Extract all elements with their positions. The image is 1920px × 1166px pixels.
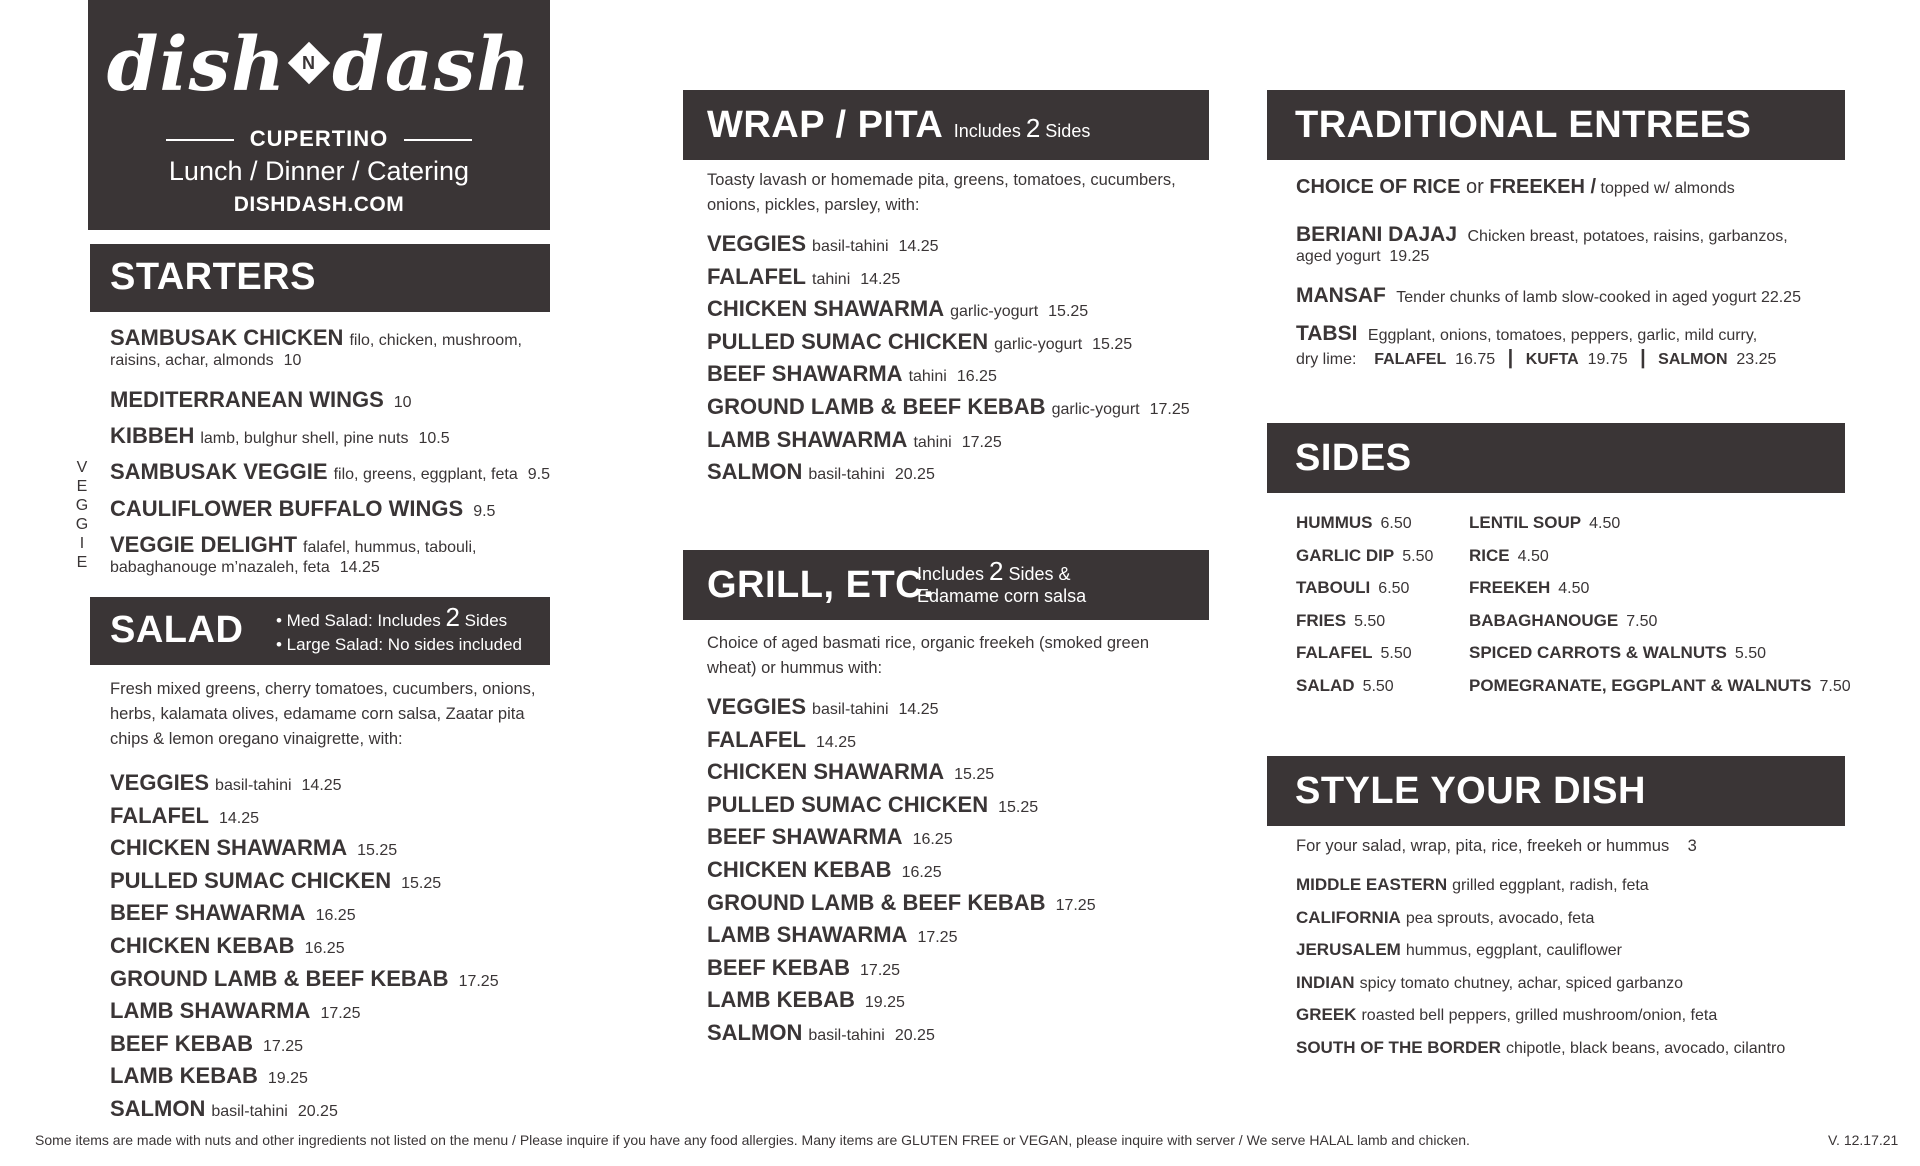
veggie-vertical-label [72,458,92,572]
salad-item-name: GROUND LAMB & BEEF KEBAB [110,965,449,991]
style-item-desc: chipotle, black beans, avocado, cilantro [1505,1039,1786,1057]
grill-item-name: VEGGIES [707,694,807,719]
salad-item [110,1063,308,1089]
side-item-price: 4.50 [1558,580,1590,597]
grill-item-desc: basil-tahini [812,701,889,718]
grill-description: Choice of aged basmati rice, organic freekeh (smoked green wheat) or hummus with: [707,634,1150,677]
salad-item [110,1031,303,1057]
salad-item-price: 19.25 [267,1070,308,1088]
salad-item-name: CHICKEN KEBAB [110,933,295,958]
style-item-name: JERUSALEM [1296,940,1401,959]
tagline: Lunch / Dinner / Catering [168,156,470,186]
wrap-item-desc: tahini [913,433,952,451]
traditional-choice-line: CHOICE OF RICE or FREEKEH / topped w/ almonds [1296,176,1735,198]
grill-item [707,955,900,981]
starter-item-name: MEDITERRANEAN WINGS [110,387,384,412]
side-item [1469,546,1549,566]
starter-item-desc: filo, greens, eggplant, feta [333,466,518,483]
style-item-name: CALIFORNIA [1296,907,1401,927]
salad-size-notes: • Med Salad: Includes 2 Sides • Large Salad: No sides included [276,602,522,654]
grill-item [707,890,1096,916]
sides-header [1267,423,1845,493]
grill-item-price: 15.25 [954,766,995,784]
salad-item-price: 15.25 [401,874,442,892]
wrap-item-desc: tahini [812,270,851,288]
side-item [1469,578,1589,598]
starter-item [110,423,450,449]
side-item-name: TABOULI [1296,578,1371,597]
side-item-name: LENTIL SOUP [1469,513,1582,532]
wrap-item-desc: garlic-yogurt [994,335,1083,353]
salad-item-name: BEEF KEBAB [110,1030,254,1056]
grill-title: GRILL, ETC. [707,564,935,606]
salad-item-name: VEGGIES [110,770,210,795]
style-item [1296,1005,1717,1025]
grill-item-name: BEEF SHAWARMA [707,824,903,850]
style-item-name: SOUTH OF THE BORDER [1296,1037,1501,1057]
starter-item [110,459,550,485]
starter-item-desc-line2 [110,559,476,577]
grill-item-price: 17.25 [860,961,901,979]
veggie-letter: G [75,497,89,514]
grill-item [707,694,939,720]
starter-item [110,496,495,522]
side-item-name: SALAD [1296,675,1355,695]
side-item [1469,611,1657,631]
style-item-desc: grilled eggplant, radish, feta [1452,877,1649,894]
salad-item-price: 15.25 [357,842,398,860]
salad-item [110,803,259,829]
grill-item-price: 16.25 [912,831,953,849]
wrap-item-price: 20.25 [894,466,935,484]
side-item-price: 6.50 [1380,515,1412,532]
starter-item-price: 14.25 [339,559,380,576]
grill-item [707,987,905,1013]
starter-item-desc: falafel, hummus, tabouli, [303,539,477,556]
wrap-title: WRAP / PITA [707,104,944,146]
side-item-name: BABAGHANOUGE [1469,610,1619,630]
side-item [1469,513,1620,533]
wrap-item-price: 17.25 [1149,401,1190,418]
veggie-letter: V [76,459,88,476]
starter-item-name: VEGGIE DELIGHT [110,532,298,557]
style-item-desc: pea sprouts, avocado, feta [1405,909,1595,927]
grill-item-name: FALAFEL [707,726,806,752]
style-item [1296,908,1594,928]
location-city: CUPERTINO [88,126,550,152]
salad-item [110,868,441,894]
salad-item [110,1096,338,1122]
wrap-item-price: 17.25 [961,433,1002,451]
salad-title: SALAD [110,609,244,651]
grill-item-price: 20.25 [894,1027,935,1044]
wrap-item-name: GROUND LAMB & BEEF KEBAB [707,394,1046,419]
starter-item-price: 9.5 [527,466,550,483]
salad-item-price: 17.25 [263,1037,304,1055]
starter-item-desc2: babaghanouge m’nazaleh, feta [110,559,330,576]
grill-item [707,727,856,753]
wrap-item-desc: garlic-yogurt [950,303,1039,321]
side-item-name: FALAFEL [1296,643,1373,662]
wrap-item-price: 15.25 [1092,335,1133,353]
wrap-item [707,361,997,387]
starter-item [110,532,476,577]
salad-item-name: PULLED SUMAC CHICKEN [110,867,392,893]
salad-item-name: LAMB KEBAB [110,1063,258,1089]
starter-item-desc: filo, chicken, mushroom, [349,332,522,349]
wrap-item [707,427,1002,453]
starter-item-name: KIBBEH [110,423,195,448]
grill-item-desc: basil-tahini [808,1027,885,1044]
salad-item-name: CHICKEN SHAWARMA [110,835,348,861]
wrap-item [707,459,935,485]
side-item-name: POMEGRANATE, EGGPLANT & WALNUTS [1469,675,1812,695]
grill-header [683,550,1209,620]
side-item-name: RICE [1469,545,1510,565]
brand-word-dash: dash [332,22,532,108]
grill-item-name: LAMB KEBAB [707,987,855,1013]
side-item-price: 5.50 [1362,677,1394,695]
style-item-name: INDIAN [1296,972,1355,992]
salad-item-price: 14.25 [301,777,342,794]
wrap-item-desc: tahini [908,368,947,386]
side-item-name: SPICED CARROTS & WALNUTS [1469,643,1727,662]
salad-item [110,770,342,796]
grill-item-price: 14.25 [816,733,857,751]
allergy-notice: Some items are made with nuts and other ingredients not listed on the menu / Please inquire if you have any food allergies. Many items are GLUTEN FREE or VEGAN, please inquire with server / We serve HALAL lamb and chicken. [35,1132,1470,1148]
side-item-price: 6.50 [1378,580,1410,597]
grill-item [707,1020,935,1046]
traditional-title: TRADITIONAL ENTREES [1295,104,1752,146]
grill-item-price: 19.25 [864,994,905,1012]
veggie-letter: E [76,554,88,571]
starter-item-name: SAMBUSAK VEGGIE [110,459,328,484]
side-item [1296,643,1412,663]
wrap-item-desc: basil-tahini [808,466,885,484]
wrap-item-name: FALAFEL [707,263,806,289]
side-item [1469,643,1766,663]
starter-item-price: 10.5 [418,430,450,447]
side-item [1469,676,1851,696]
wrap-item [707,296,1088,322]
style-item-name: MIDDLE EASTERN [1296,875,1448,894]
salad-item-name: SALMON [110,1096,206,1121]
grill-item-price: 17.25 [917,929,958,947]
side-item [1296,611,1385,631]
wrap-item-name: PULLED SUMAC CHICKEN [707,328,989,354]
wrap-description: Toasty lavash or homemade pita, greens, tomatoes, cucumbers, onions, pickles, parsley, with: [707,171,1176,214]
style-intro: For your salad, wrap, pita, rice, freekeh or hummus 3 [1296,837,1697,855]
side-item [1296,513,1412,533]
grill-item-price: 15.25 [998,798,1039,816]
side-item-name: GARLIC DIP [1296,545,1395,565]
starter-item-price: 9.5 [473,503,496,520]
grill-item [707,759,994,785]
salad-item-price: 16.25 [304,940,345,957]
brand-word-dish: dish [106,22,287,108]
salad-item-name: BEEF SHAWARMA [110,900,306,926]
menu-version: V. 12.17.21 [1828,1132,1899,1148]
starter-item-desc: lamb, bulghur shell, pine nuts [200,430,409,447]
style-item [1296,973,1683,993]
sides-title: SIDES [1295,437,1412,479]
side-item-name: FREEKEH [1469,578,1551,597]
wrap-item-price: 14.25 [860,270,901,288]
grill-item [707,792,1038,818]
salad-item [110,966,499,992]
style-item [1296,940,1622,960]
wrap-item-price: 15.25 [1048,303,1089,321]
wrap-item-name: LAMB SHAWARMA [707,426,908,452]
salad-description: Fresh mixed greens, cherry tomatoes, cucumbers, onions, herbs, kalamata olives, edamame corn salsa, Zaatar pita chips & lemon oregano vinaigrette, with: [110,680,536,748]
entree-tabsi: TABSI Eggplant, onions, tomatoes, peppers, garlic, mild curry, dry lime: FALAFEL 16.75 | KUFTA 19.75 | SALMON 23.25 [1296,322,1777,369]
salad-item [110,933,345,959]
wrap-item-name: VEGGIES [707,231,807,256]
style-item [1296,1038,1785,1058]
wrap-sides-note: Includes 2 Sides [953,113,1091,143]
starter-item-desc2: raisins, achar, almonds [110,352,274,369]
grill-item-price: 14.25 [898,701,939,718]
brand-diamond-icon: N [288,41,330,83]
wrap-item [707,329,1132,355]
veggie-letter: G [75,516,89,533]
salad-item-desc: basil-tahini [215,777,292,794]
style-item-desc: hummus, eggplant, cauliflower [1405,942,1622,959]
wrap-item [707,264,900,290]
salad-item-price: 16.25 [315,907,356,925]
side-item-price: 5.50 [1734,645,1766,662]
side-item-price: 5.50 [1402,547,1434,565]
starter-item-name: CAULIFLOWER BUFFALO WINGS [110,496,464,521]
grill-item [707,857,942,883]
salad-item-name: FALAFEL [110,802,209,828]
side-item-price: 7.50 [1819,677,1851,695]
side-item-price: 5.50 [1380,645,1412,662]
salad-header [90,597,550,665]
wrap-item-name: SALMON [707,459,803,485]
side-item-price: 7.50 [1626,612,1658,630]
grill-item [707,922,957,948]
logo-block [88,0,550,230]
starters-header [90,244,550,312]
wrap-header [683,90,1209,160]
grill-item-name: CHICKEN SHAWARMA [707,759,945,785]
grill-item-name: CHICKEN KEBAB [707,857,892,882]
style-title: STYLE YOUR DISH [1295,770,1646,812]
salad-item-price: 17.25 [458,972,499,990]
grill-sides-note: Includes 2 Sides & Edamame corn salsa [917,556,1087,606]
wrap-item-desc: garlic-yogurt [1051,401,1140,418]
starter-item-price: 10 [283,352,302,369]
wrap-item-name: CHICKEN SHAWARMA [707,296,945,322]
starters-title: STARTERS [110,256,316,298]
veggie-letter: I [79,535,85,552]
starter-item-name: SAMBUSAK CHICKEN [110,325,344,350]
side-item-price: 4.50 [1589,515,1621,532]
salad-item [110,998,360,1024]
wrap-item [707,231,939,257]
starter-item [110,387,412,413]
starter-item-desc-line2 [110,352,522,370]
style-item-name: GREEK [1296,1005,1357,1024]
side-item-name: FRIES [1296,610,1347,630]
grill-item-price: 17.25 [1055,896,1096,914]
wrap-item [707,394,1190,420]
starter-item [110,325,522,370]
salad-item-name: LAMB SHAWARMA [110,998,311,1024]
salad-item-desc: basil-tahini [211,1103,288,1120]
style-header [1267,756,1845,826]
style-item-desc: spicy tomato chutney, achar, spiced garbanzo [1359,974,1684,992]
salad-item [110,835,397,861]
wrap-item-name: BEEF SHAWARMA [707,361,903,387]
grill-item [707,824,953,850]
entree-beriani-dajaj: BERIANI DAJAJ Chicken breast, potatoes, raisins, garbanzos, aged yogurt 19.25 [1296,223,1788,265]
veggie-letter: E [76,478,88,495]
entree-mansaf: MANSAF Tender chunks of lamb slow-cooked in aged yogurt 22.25 [1296,284,1801,307]
traditional-header [1267,90,1845,160]
starter-item-price: 10 [393,394,412,411]
side-item-name: HUMMUS [1296,513,1373,532]
wrap-item-price: 14.25 [898,238,939,255]
salad-item [110,900,356,926]
salad-item-price: 17.25 [320,1005,361,1023]
side-item [1296,676,1394,696]
wrap-item-desc: basil-tahini [812,238,889,255]
grill-item-name: SALMON [707,1020,803,1045]
side-item-price: 5.50 [1354,612,1386,630]
side-item [1296,546,1433,566]
grill-item-name: PULLED SUMAC CHICKEN [707,791,989,817]
website: DISHDASH.COM [233,193,405,216]
style-item-desc: roasted bell peppers, grilled mushroom/onion, feta [1361,1007,1718,1024]
side-item-price: 4.50 [1517,547,1549,565]
style-item [1296,875,1649,895]
salad-item-price: 20.25 [297,1103,338,1120]
brand-logo [88,22,550,108]
side-item [1296,578,1409,598]
grill-item-price: 16.25 [901,864,942,881]
wrap-item-price: 16.25 [956,368,997,386]
grill-item-name: LAMB SHAWARMA [707,922,908,948]
grill-item-name: GROUND LAMB & BEEF KEBAB [707,889,1046,915]
grill-item-name: BEEF KEBAB [707,954,851,980]
salad-item-price: 14.25 [219,809,260,827]
